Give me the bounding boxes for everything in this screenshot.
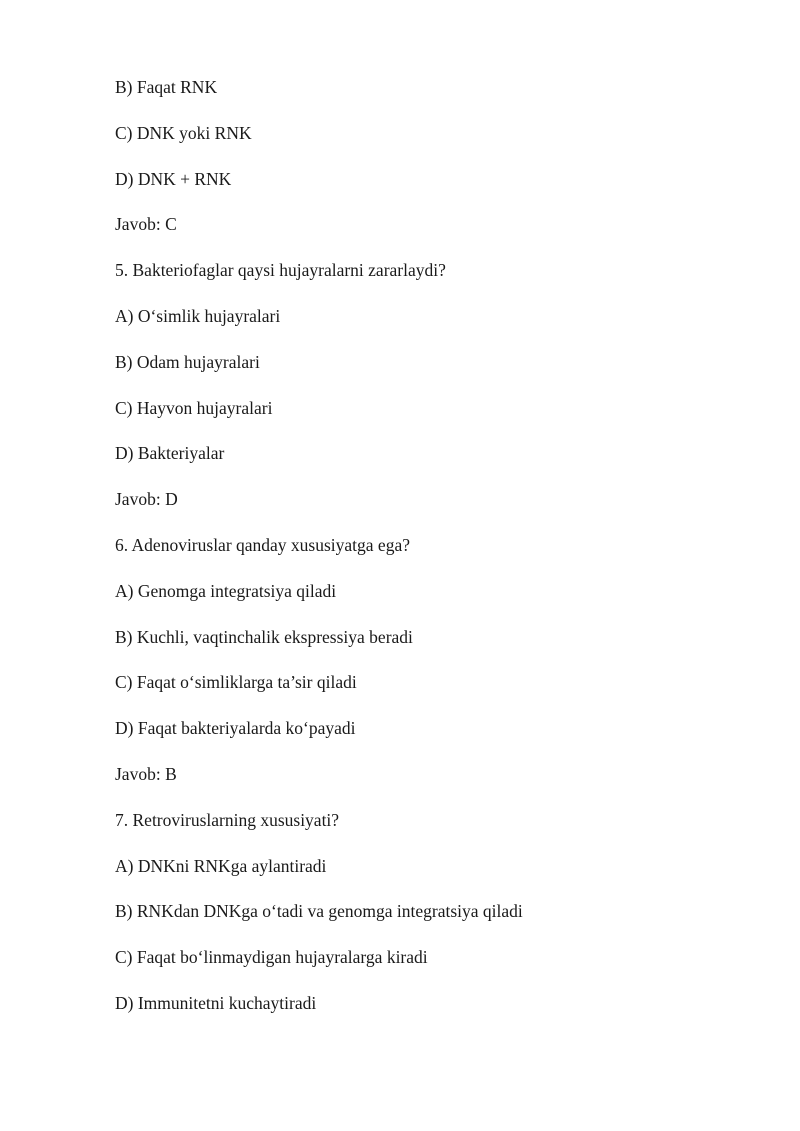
answer-option-b-q4: B) Faqat RNK (115, 77, 218, 97)
answer-option-b-q5: B) Odam hujayralari (115, 351, 260, 372)
answer-option-d-q7: D) Immunitetni kuchaytiradi (115, 992, 317, 1013)
answer-key-q6: Javob: B (115, 763, 177, 784)
answer-option-b-q6: B) Kuchli, vaqtinchalik ekspressiya beradi (115, 626, 413, 647)
answer-option-d-q5: D) Bakteriyalar (115, 443, 225, 464)
answer-option-d-q4: D) DNK + RNK (115, 168, 232, 189)
answer-option-a-q7: A) DNKni RNKga aylantiradi (115, 855, 327, 876)
answer-option-c-q7: C) Faqat bo‘linmaydigan hujayralarga kiradi (115, 947, 428, 968)
question-7: 7. Retroviruslarning xususiyati? (115, 809, 340, 830)
answer-option-c-q4: C) DNK yoki RNK (115, 122, 252, 143)
document-body (115, 76, 755, 1038)
answer-option-a-q5: A) O‘simlik hujayralari (115, 305, 281, 326)
answer-key-q5: Javob: D (115, 489, 178, 510)
answer-option-c-q6: C) Faqat o‘simliklarga ta’sir qiladi (115, 672, 357, 693)
answer-key-q4: Javob: C (115, 214, 177, 235)
question-6: 6. Adenoviruslar qanday xususiyatga ega? (115, 534, 410, 555)
question-5: 5. Bakteriofaglar qaysi hujayralarni zararlaydi? (115, 260, 446, 281)
answer-option-c-q5: C) Hayvon hujayralari (115, 397, 273, 418)
answer-option-a-q6: A) Genomga integratsiya qiladi (115, 580, 337, 601)
answer-option-b-q7: B) RNKdan DNKga o‘tadi va genomga integratsiya qiladi (115, 901, 523, 922)
answer-option-d-q6: D) Faqat bakteriyalarda ko‘payadi (115, 718, 356, 739)
